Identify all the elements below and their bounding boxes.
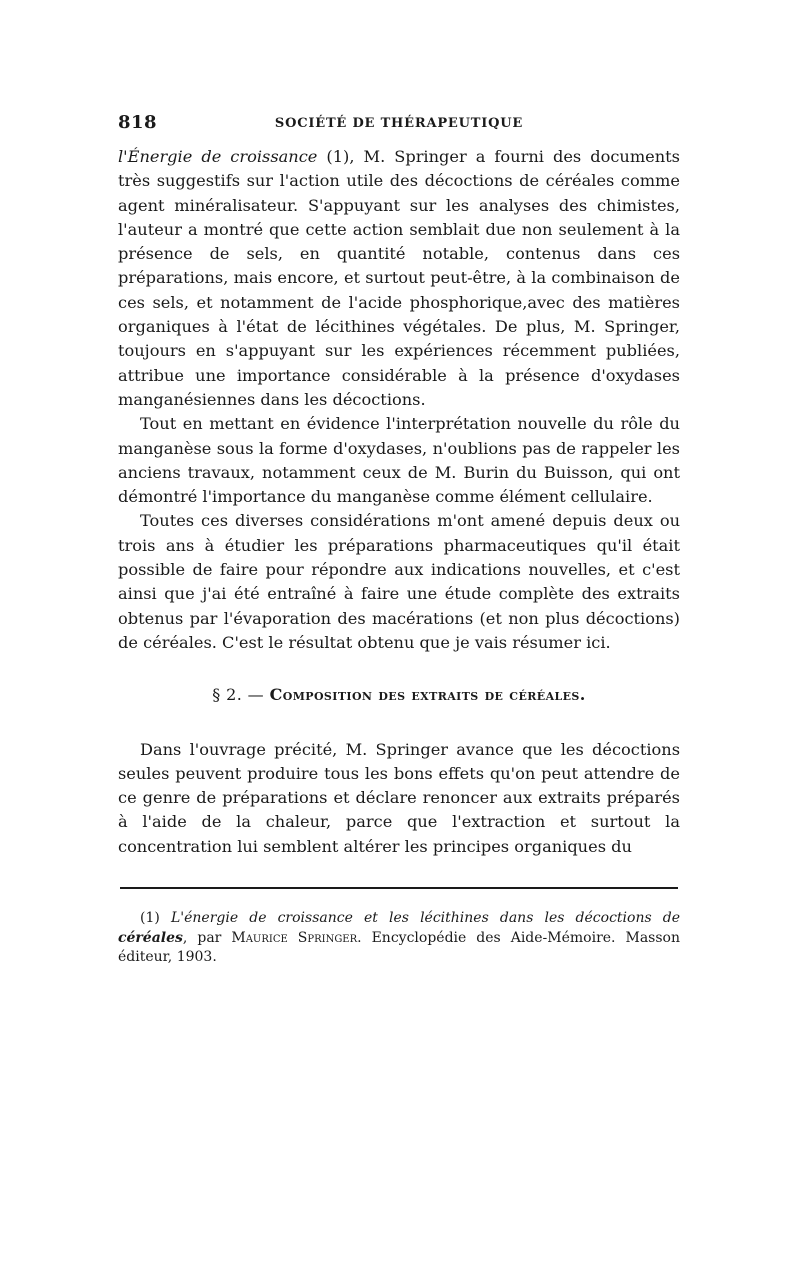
footnote-title: L'énergie de croissance et les lécithines dans les décoctions de: [170, 910, 681, 927]
paragraph-1: [118, 145, 680, 412]
footnote: [118, 909, 680, 968]
footnote-author: Maurice Springer: [231, 929, 358, 946]
footnote-marker: (1): [140, 910, 160, 927]
body-text: [118, 145, 680, 859]
section-number: § 2. —: [212, 685, 265, 705]
footnote-divider: [120, 887, 678, 889]
italic-title-reference: l'Énergie de croissance: [118, 147, 318, 166]
paragraph-4: Dans l'ouvrage précité, M. Springer avance que les décoctions seules peuvent produire tous les bons effets qu'on peut attendre de ce genre de préparations et déclare renoncer aux extraits préparés à l'aide de la chaleur, parce que l'extraction et surtout la concentration lui semblent altérer les principes organiques du: [118, 739, 680, 856]
paragraph-1-text: (1), M. Springer a fourni des documents très suggestifs sur l'action utile des décoctions de céréales comme agent minéralisateur. S'appuyant sur les analyses des chimistes, l'auteur a montré que cette action semblait due non seulement à la présence de sels, en quantité notable, contenus dans ces préparations, mais encore, et surtout peut-être, à la combinaison de ces sels, et notamment de l'acide phosphorique,avec des matières organiques à l'état de lécithines végétales. De plus, M. Springer, toujours en s'appuyant sur les expériences récemment publiées, attribue une importance considérable à la présence d'oxydases manganésiennes dans les décoctions.: [118, 147, 680, 409]
footnote-title-bold: céréales: [118, 929, 183, 946]
book-page: [118, 112, 680, 968]
paragraph-3: Toutes ces diverses considérations m'ont amené depuis deux ou trois ans à étudier les préparations pharmaceutiques qu'il était possible de faire pour répondre aux indications nouvelles, et c'est ainsi que j'ai été entraîné à faire une étude complète des extraits obtenus par l'évaporation des macérations (et non plus décoctions) de céréales. C'est le résultat obtenu que je vais résumer ici.: [118, 511, 680, 652]
section-title: Composition des extraits de céréales.: [269, 685, 586, 705]
footnote-by: , par: [182, 929, 232, 946]
running-title: SOCIÉTÉ DE THÉRAPEUTIQUE: [274, 116, 524, 131]
page-number: 818: [118, 112, 158, 133]
paragraph-2: Tout en mettant en évidence l'interprétation nouvelle du rôle du manganèse sous la forme d'oxydases, n'oublions pas de rappeler les anciens travaux, notamment ceux de M. Burin du Buisson, qui ont démontré l'importance du manganèse comme élément cellulaire.: [118, 414, 680, 507]
section-heading: [118, 683, 680, 707]
footnote-publication: . Encyclopédie des Aide-Mémoire. Masson éditeur, 1903.: [118, 929, 680, 966]
running-head: [118, 112, 680, 138]
